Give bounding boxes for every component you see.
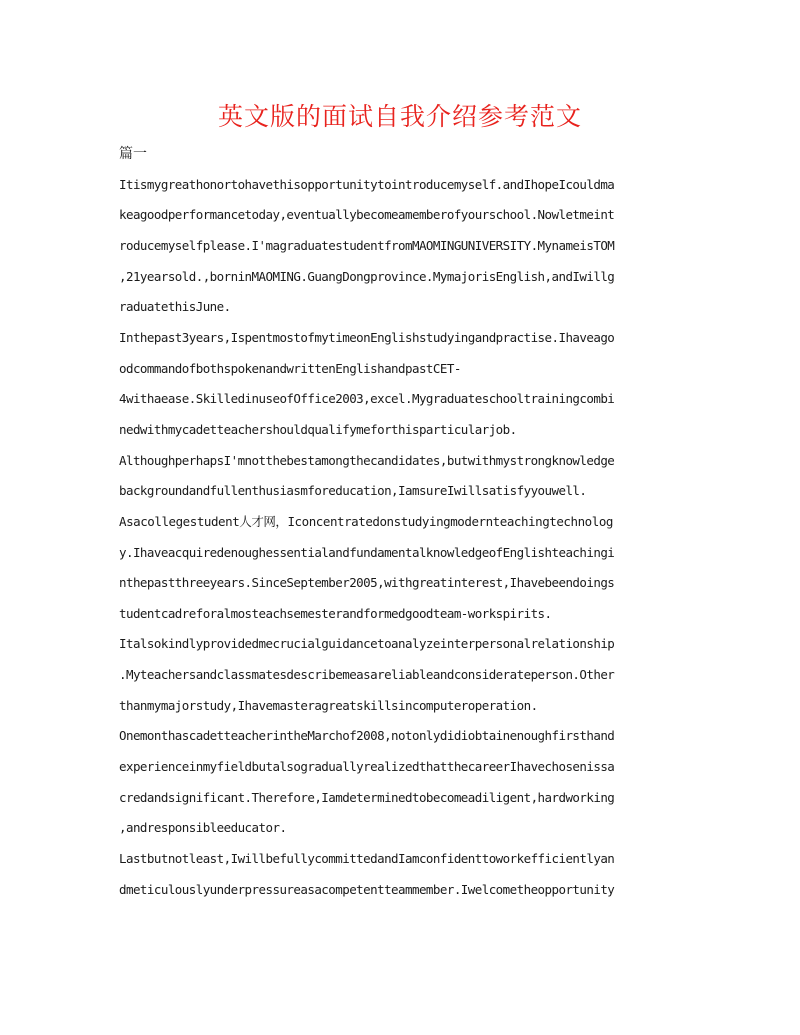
body-line: Itismygreathonortohavethisopportunitytointroducemyself.andIhopeIcouldma <box>119 177 615 192</box>
body-line: nedwithmycadetteachershouldqualifymeforthisparticularjob. <box>119 422 517 437</box>
body-line: y.IhaveacquiredenoughessentialandfundamentalknowledgeofEnglishteachingi <box>119 545 615 560</box>
body-line: Asacollegestudent人才网，Iconcentratedonstudyingmodernteachingtechnolog <box>119 514 613 529</box>
body-line: raduatethisJune. <box>119 299 231 314</box>
body-line: tudentcadreforalmosteachsemesterandformedgoodteam-workspirits. <box>119 606 552 621</box>
body-line: OnemonthascadetteacherintheMarchof2008,notonlydidiobtainenoughfirsthand <box>119 728 615 743</box>
body-line: .Myteachersandclassmatesdescribemeasareliableandconsiderateperson.Other <box>119 667 615 682</box>
body-line: credandsignificant.Therefore,Iamdeterminedtobecomeadiligent,hardworking <box>119 790 615 805</box>
document-title: 英文版的面试自我介绍参考范文 <box>217 102 582 131</box>
body-line: roducemyselfplease.I'magraduatestudentfromMAOMINGUNIVERSITY.MynameisTOM <box>119 238 615 253</box>
body-line: thanmymajorstudy,Ihavemasteragreatskillsincomputeroperation. <box>119 698 538 713</box>
body-line: keagoodperformancetoday,eventuallybecomeamemberofyourschool.Nowletmeint <box>119 207 615 222</box>
body-line: nthepastthreeyears.SinceSeptember2005,withgreatinterest,Ihavebeendoings <box>119 575 615 590</box>
body-line: backgroundandfullenthusiasmforeducation,IamsureIwillsatisfyyouwell. <box>119 483 587 498</box>
body-line: AlthoughperhapsI'mnotthebestamongthecandidates,butwithmystrongknowledge <box>119 453 615 468</box>
body-line: Lastbutnotleast,IwillbefullycommittedandIamconfidenttoworkefficientlyan <box>119 851 615 866</box>
body-line: odcommandofbothspokenandwrittenEnglishandpastCET- <box>119 361 461 376</box>
body-line: experienceinmyfieldbutalsograduallyrealizedthatthecareerIhavechosenissa <box>119 759 615 774</box>
body-line: Inthepast3years,IspentmostofmytimeonEnglishstudyingandpractise.Ihaveago <box>119 330 615 345</box>
body-line: ,andresponsibleeducator. <box>119 820 287 835</box>
section-label: 篇一 <box>119 146 147 162</box>
body-line: 4withaease.SkilledinuseofOffice2003,excel.Mygraduateschooltrainingcombi <box>119 391 615 406</box>
body-line: ,21yearsold.,borninMAOMING.GuangDongprovince.MymajorisEnglish,andIwillg <box>119 269 615 284</box>
body-line: Italsokindlyprovidedmecrucialguidancetoanalyzeinterpersonalrelationship <box>119 636 615 651</box>
body-line: dmeticulouslyunderpressureasacompetentteammember.Iwelcometheopportunity <box>119 882 615 897</box>
